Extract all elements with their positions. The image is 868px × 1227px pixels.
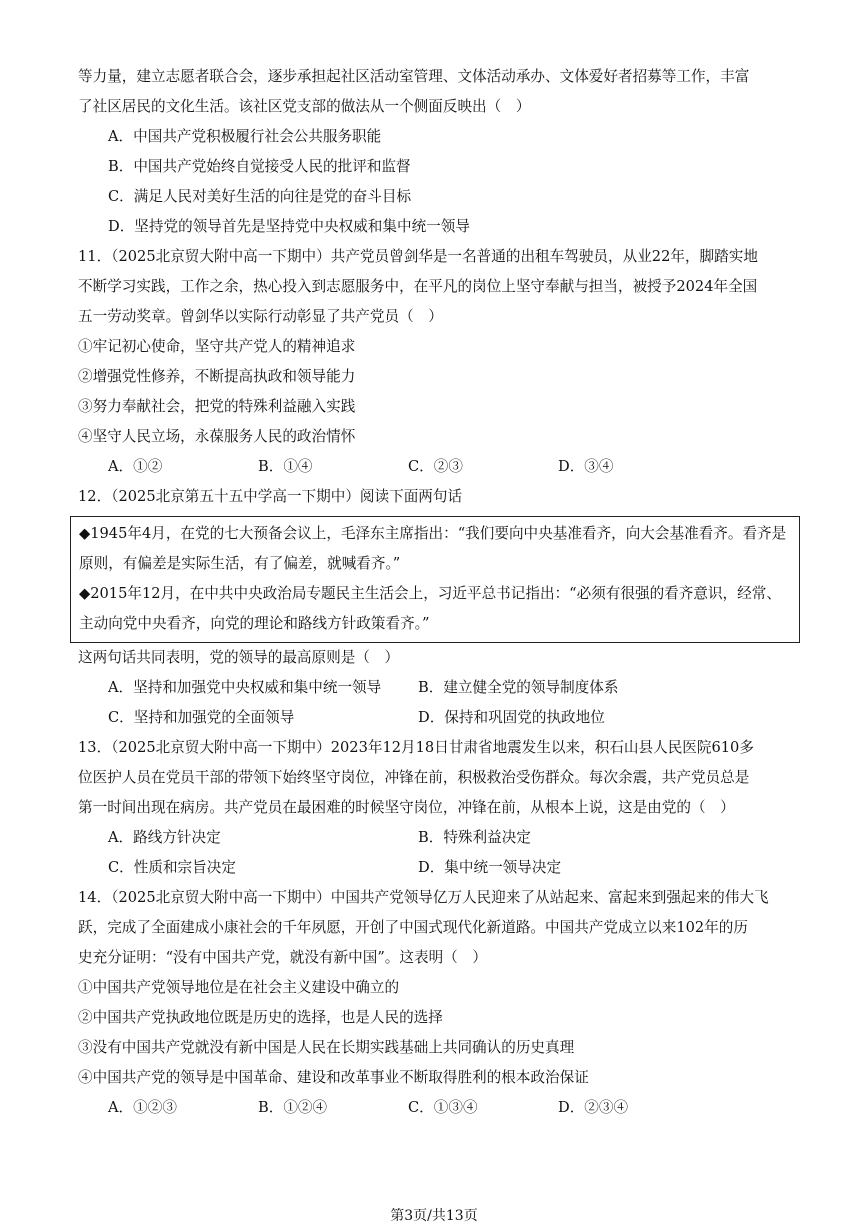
q12-quote-1: ◆1945年4月，在党的七大预备会议上，毛泽东主席指出：“我们要向中央基准看齐，向大会基准看齐。看齐是原则，有偏差是实际生活，有了偏差，就喊看齐。” <box>79 525 787 572</box>
q10-option-a: A．中国共产党积极履行社会公共服务职能 <box>108 128 382 145</box>
q13-option-a: A．路线方针决定 <box>108 829 221 846</box>
q11-options <box>78 452 792 482</box>
q13-option-d: D．集中统一领导决定 <box>418 859 562 876</box>
q14-options <box>78 1093 792 1123</box>
q11-stem-line-2: 不断学习实践，工作之余，热心投入到志愿服务中，在平凡的岗位上坚守奉献与担当，被授予2024年全国 <box>78 278 758 295</box>
q14-stem-line-3: 史充分证明：“没有中国共产党，就没有新中国”。这表明（ ） <box>78 949 487 966</box>
q13-option-b: B．特殊利益决定 <box>418 829 531 846</box>
q10-option-b: B．中国共产党始终自觉接受人民的批评和监督 <box>108 158 411 175</box>
q12-option-d: D．保持和巩固党的执政地位 <box>418 709 605 726</box>
q12-stem: 12．（2025北京第五十五中学高一下期中）阅读下面两句话 <box>78 488 463 505</box>
q11-item-2: ②增强党性修养，不断提高执政和领导能力 <box>78 368 356 385</box>
q11-stem-line-3: 五一劳动奖章。曾剑华以实际行动彰显了共产党员（ ） <box>78 308 443 325</box>
q14-stem-line-1: 14．（2025北京贸大附中高一下期中）中国共产党领导亿万人民迎来了从站起来、富起来到强起来的伟大飞 <box>78 889 769 906</box>
q11-option-a: A．①② <box>108 458 163 475</box>
page-content <box>78 62 792 1123</box>
q14-option-a: A．①②③ <box>108 1099 177 1116</box>
q14-item-1: ①中国共产党领导地位是在社会主义建设中确立的 <box>78 979 400 996</box>
q10-stem-line-2: 了社区居民的文化生活。该社区党支部的做法从一个侧面反映出（ ） <box>78 98 531 115</box>
q12-quote-2: ◆2015年12月，在中共中央政治局专题民主生活会上，习近平总书记指出：“必须有很强的看齐意识，经常、主动向党中央看齐，向党的理论和路线方针政策看齐。” <box>79 585 781 632</box>
q12-option-b: B．建立健全党的领导制度体系 <box>418 679 619 696</box>
q11-option-d: D．③④ <box>558 458 614 475</box>
q12-options-row-1 <box>78 673 792 703</box>
q11-item-1: ①牢记初心使命，坚守共产党人的精神追求 <box>78 338 356 355</box>
q11-item-3: ③努力奉献社会，把党的特殊利益融入实践 <box>78 398 356 415</box>
page-number: 第3页/共13页 <box>390 1208 478 1224</box>
q11-option-c: C．②③ <box>408 458 463 475</box>
q13-stem-line-3: 第一时间出现在病房。共产党员在最困难的时候坚守岗位，冲锋在前，从根本上说，这是由党的（ ） <box>78 799 735 816</box>
q13-stem-line-1: 13．（2025北京贸大附中高一下期中）2023年12月18日甘肃省地震发生以来，积石山县人民医院610多 <box>78 739 754 756</box>
q11-option-b: B．①④ <box>258 458 313 475</box>
q10-stem-line-1: 等力量，建立志愿者联合会，逐步承担起社区活动室管理、文体活动承办、文体爱好者招募等工作，丰富 <box>78 68 750 85</box>
q12-quote-box <box>70 516 800 643</box>
q13-stem-line-2: 位医护人员在党员干部的带领下始终坚守岗位，冲锋在前，积极救治受伤群众。每次余震，共产党员总是 <box>78 769 750 786</box>
q14-item-4: ④中国共产党的领导是中国革命、建设和改革事业不断取得胜利的根本政治保证 <box>78 1069 589 1086</box>
q14-option-b: B．①②④ <box>258 1099 328 1116</box>
q10-option-c: C．满足人民对美好生活的向往是党的奋斗目标 <box>108 188 412 205</box>
q14-item-2: ②中国共产党执政地位既是历史的选择，也是人民的选择 <box>78 1009 443 1026</box>
q14-item-3: ③没有中国共产党就没有新中国是人民在长期实践基础上共同确认的历史真理 <box>78 1039 575 1056</box>
q12-question: 这两句话共同表明，党的领导的最高原则是（ ） <box>78 649 400 666</box>
q14-option-d: D．②③④ <box>558 1099 629 1116</box>
q14-option-c: C．①③④ <box>408 1099 478 1116</box>
q12-options-row-2 <box>78 703 792 733</box>
q10-option-d: D．坚持党的领导首先是坚持党中央权威和集中统一领导 <box>108 218 470 235</box>
q14-stem-line-2: 跃，完成了全面建成小康社会的千年夙愿，开创了中国式现代化新道路。中国共产党成立以来102年的历 <box>78 919 748 936</box>
q13-options-row-1 <box>78 823 792 853</box>
q12-option-c: C．坚持和加强党的全面领导 <box>108 709 295 726</box>
q12-option-a: A．坚持和加强党中央权威和集中统一领导 <box>108 679 382 696</box>
q13-option-c: C．性质和宗旨决定 <box>108 859 236 876</box>
q13-options-row-2 <box>78 853 792 883</box>
q11-item-4: ④坚守人民立场，永葆服务人民的政治情怀 <box>78 428 356 445</box>
q11-stem-line-1: 11．（2025北京贸大附中高一下期中）共产党员曾剑华是一名普通的出租车驾驶员，从业22年，脚踏实地 <box>78 248 758 265</box>
